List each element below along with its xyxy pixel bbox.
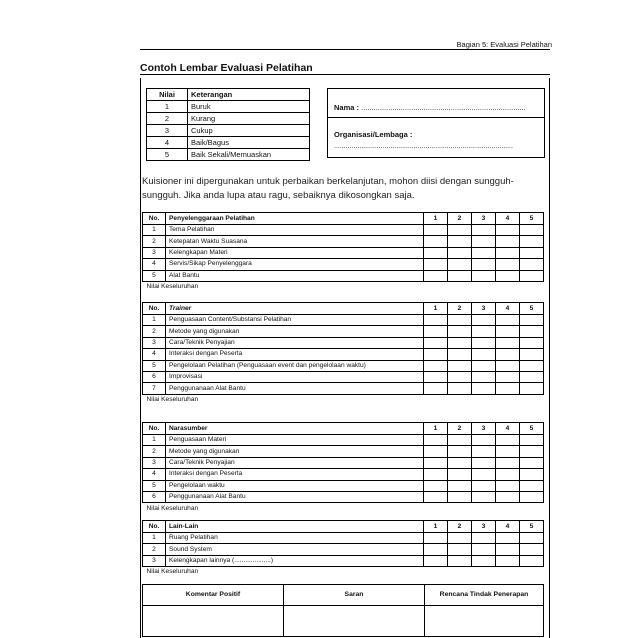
table-row bbox=[143, 555, 544, 566]
score-cell[interactable] bbox=[424, 236, 448, 247]
score-cell[interactable] bbox=[424, 457, 448, 468]
score-cell[interactable] bbox=[520, 225, 544, 236]
score-cell[interactable] bbox=[448, 480, 472, 491]
score-header: 3 bbox=[472, 423, 496, 435]
score-cell[interactable] bbox=[424, 491, 448, 502]
score-cell[interactable] bbox=[424, 360, 448, 371]
section-title: Lain-Lain bbox=[166, 521, 424, 533]
score-header: 1 bbox=[424, 213, 448, 225]
score-cell[interactable] bbox=[448, 457, 472, 468]
table-row bbox=[143, 457, 544, 468]
item-label: Metode yang digunakan bbox=[166, 446, 424, 457]
score-cell[interactable] bbox=[472, 555, 496, 566]
item-label: Penggunanaan Alat Bantu bbox=[166, 491, 424, 502]
row-number: 3 bbox=[143, 555, 166, 566]
comment-header-action-plan: Rencana Tindak Penerapan bbox=[425, 585, 544, 606]
score-header: 4 bbox=[496, 423, 520, 435]
score-cell[interactable] bbox=[424, 435, 448, 446]
score-cell[interactable] bbox=[472, 491, 496, 502]
score-cell[interactable] bbox=[496, 480, 520, 491]
overall-score-label: Nilai Keseluruhan bbox=[146, 395, 199, 403]
comment-header-positive: Komentar Positif bbox=[143, 585, 284, 606]
score-cell[interactable] bbox=[472, 247, 496, 258]
score-cell[interactable] bbox=[448, 435, 472, 446]
score-cell[interactable] bbox=[472, 337, 496, 348]
score-cell[interactable] bbox=[448, 326, 472, 337]
score-cell[interactable] bbox=[520, 326, 544, 337]
score-cell[interactable] bbox=[496, 236, 520, 247]
row-number: 1 bbox=[143, 533, 166, 544]
score-cell[interactable] bbox=[520, 247, 544, 258]
score-cell[interactable] bbox=[472, 457, 496, 468]
evaluation-table bbox=[142, 212, 544, 292]
score-cell[interactable] bbox=[448, 371, 472, 382]
score-cell[interactable] bbox=[520, 457, 544, 468]
column-header-no: No. bbox=[143, 521, 166, 533]
legend-desc: Baik Sekali/Memuaskan bbox=[188, 149, 310, 161]
score-header: 4 bbox=[496, 521, 520, 533]
score-cell[interactable] bbox=[496, 435, 520, 446]
score-cell[interactable] bbox=[520, 337, 544, 348]
item-label: Sound System bbox=[166, 544, 424, 555]
score-cell[interactable] bbox=[472, 446, 496, 457]
score-cell[interactable] bbox=[472, 371, 496, 382]
column-header-no: No. bbox=[143, 213, 166, 225]
item-label: Kelengkapan lainnya (....................) bbox=[166, 555, 424, 566]
score-cell[interactable] bbox=[496, 383, 520, 394]
score-cell[interactable] bbox=[496, 360, 520, 371]
section-header: Bagian 5: Evaluasi Pelatihan bbox=[456, 40, 552, 49]
score-cell[interactable] bbox=[472, 383, 496, 394]
score-cell[interactable] bbox=[424, 259, 448, 270]
row-number: 6 bbox=[143, 491, 166, 502]
score-cell[interactable] bbox=[472, 360, 496, 371]
score-cell[interactable] bbox=[448, 360, 472, 371]
score-header: 2 bbox=[448, 213, 472, 225]
score-cell[interactable] bbox=[472, 236, 496, 247]
score-cell[interactable] bbox=[448, 349, 472, 360]
score-cell[interactable] bbox=[424, 469, 448, 480]
score-header: 2 bbox=[448, 521, 472, 533]
score-cell[interactable] bbox=[496, 491, 520, 502]
row-number: 2 bbox=[143, 326, 166, 337]
score-cell[interactable] bbox=[424, 247, 448, 258]
table-row bbox=[143, 236, 544, 247]
score-cell[interactable] bbox=[424, 371, 448, 382]
score-cell[interactable] bbox=[496, 533, 520, 544]
item-label: Tema Pelatihan bbox=[166, 225, 424, 236]
table-row bbox=[143, 247, 544, 258]
row-number: 2 bbox=[143, 446, 166, 457]
score-cell[interactable] bbox=[520, 533, 544, 544]
score-cell[interactable] bbox=[472, 349, 496, 360]
score-cell[interactable] bbox=[496, 326, 520, 337]
table-row bbox=[143, 480, 544, 491]
overall-score-label: Nilai Keseluruhan bbox=[146, 283, 199, 291]
score-header: 5 bbox=[520, 213, 544, 225]
score-cell[interactable] bbox=[448, 337, 472, 348]
row-number: 3 bbox=[143, 457, 166, 468]
score-cell[interactable] bbox=[424, 383, 448, 394]
name-label: Nama : bbox=[334, 103, 360, 112]
comment-suggestion-field[interactable] bbox=[284, 606, 425, 637]
score-cell[interactable] bbox=[424, 326, 448, 337]
item-label: Improvisasi bbox=[166, 371, 424, 382]
score-cell[interactable] bbox=[424, 337, 448, 348]
score-cell[interactable] bbox=[472, 259, 496, 270]
score-cell[interactable] bbox=[496, 270, 520, 281]
score-cell[interactable] bbox=[520, 315, 544, 326]
identity-box bbox=[327, 88, 545, 158]
intro-text: Kuisioner ini dipergunakan untuk perbaikan berkelanjutan, mohon diisi dengan sungguh-sungguh. Jika anda lupa atau ragu, sebaiknya dikosongkan saja. bbox=[142, 176, 514, 201]
row-number: 6 bbox=[143, 371, 166, 382]
item-label: Ruang Pelatihan bbox=[166, 533, 424, 544]
score-cell[interactable] bbox=[424, 349, 448, 360]
header-rule bbox=[140, 49, 550, 50]
score-cell[interactable] bbox=[424, 480, 448, 491]
score-cell[interactable] bbox=[496, 315, 520, 326]
score-header: 3 bbox=[472, 213, 496, 225]
score-cell[interactable] bbox=[520, 435, 544, 446]
score-cell[interactable] bbox=[520, 469, 544, 480]
comment-header-suggestion: Saran bbox=[284, 585, 425, 606]
score-cell[interactable] bbox=[448, 469, 472, 480]
row-number: 1 bbox=[143, 315, 166, 326]
table-row bbox=[143, 225, 544, 236]
comment-positive-field[interactable] bbox=[143, 606, 284, 637]
section-title: Penyelenggaraan Pelatihan bbox=[166, 213, 424, 225]
score-cell[interactable] bbox=[472, 326, 496, 337]
table-row bbox=[143, 315, 544, 326]
score-cell[interactable] bbox=[496, 555, 520, 566]
table-row bbox=[143, 326, 544, 337]
score-cell[interactable] bbox=[472, 544, 496, 555]
section-title: Trainer bbox=[166, 303, 424, 315]
score-header: 3 bbox=[472, 303, 496, 315]
legend-value: 1 bbox=[147, 101, 188, 113]
row-number: 2 bbox=[143, 544, 166, 555]
score-header: 1 bbox=[424, 521, 448, 533]
evaluation-table bbox=[142, 302, 544, 405]
legend-value: 3 bbox=[147, 125, 188, 137]
row-number: 5 bbox=[143, 360, 166, 371]
row-number: 2 bbox=[143, 236, 166, 247]
score-cell[interactable] bbox=[520, 371, 544, 382]
table-row bbox=[143, 337, 544, 348]
comment-table bbox=[142, 584, 544, 637]
table-row bbox=[143, 544, 544, 555]
score-cell[interactable] bbox=[424, 555, 448, 566]
table-row bbox=[143, 259, 544, 270]
table-row bbox=[143, 491, 544, 502]
table-row bbox=[143, 383, 544, 394]
legend-value: 2 bbox=[147, 113, 188, 125]
row-number: 3 bbox=[143, 337, 166, 348]
score-header: 5 bbox=[520, 521, 544, 533]
item-label: Cara/Teknik Penyajian bbox=[166, 337, 424, 348]
row-number: 7 bbox=[143, 383, 166, 394]
score-cell[interactable] bbox=[448, 544, 472, 555]
score-header: 1 bbox=[424, 303, 448, 315]
item-label: Penguasaan Content/Substansi Pelatihan bbox=[166, 315, 424, 326]
score-cell[interactable] bbox=[472, 435, 496, 446]
score-cell[interactable] bbox=[448, 491, 472, 502]
score-header: 1 bbox=[424, 423, 448, 435]
overall-score-label: Nilai Keseluruhan bbox=[146, 504, 199, 512]
score-header: 5 bbox=[520, 303, 544, 315]
score-cell[interactable] bbox=[448, 446, 472, 457]
score-cell[interactable] bbox=[448, 236, 472, 247]
item-label: Pengelolaan waktu bbox=[166, 480, 424, 491]
legend-header-keterangan: Keterangan bbox=[188, 89, 310, 101]
item-label: Metode yang digunakan bbox=[166, 326, 424, 337]
legend-desc: Kurang bbox=[188, 113, 310, 125]
legend-header-nilai: Nilai bbox=[147, 89, 188, 101]
score-header: 2 bbox=[448, 423, 472, 435]
score-cell[interactable] bbox=[496, 457, 520, 468]
score-cell[interactable] bbox=[424, 533, 448, 544]
rating-legend-table bbox=[146, 88, 310, 161]
column-header-no: No. bbox=[143, 303, 166, 315]
evaluation-table bbox=[142, 520, 544, 578]
score-cell[interactable] bbox=[496, 247, 520, 258]
table-row bbox=[143, 371, 544, 382]
score-cell[interactable] bbox=[424, 315, 448, 326]
score-cell[interactable] bbox=[472, 315, 496, 326]
row-number: 4 bbox=[143, 259, 166, 270]
org-label: Organisasi/Lembaga : bbox=[334, 130, 413, 139]
score-header: 3 bbox=[472, 521, 496, 533]
score-header: 4 bbox=[496, 213, 520, 225]
legend-desc: Baik/Bagus bbox=[188, 137, 310, 149]
legend-value: 4 bbox=[147, 137, 188, 149]
page-title: Contoh Lembar Evaluasi Pelatihan bbox=[140, 62, 313, 74]
score-cell[interactable] bbox=[496, 349, 520, 360]
score-cell[interactable] bbox=[424, 270, 448, 281]
score-header: 4 bbox=[496, 303, 520, 315]
section-title: Narasumber bbox=[166, 423, 424, 435]
row-number: 4 bbox=[143, 349, 166, 360]
score-cell[interactable] bbox=[496, 371, 520, 382]
score-cell[interactable] bbox=[520, 446, 544, 457]
score-cell[interactable] bbox=[424, 225, 448, 236]
score-header: 5 bbox=[520, 423, 544, 435]
score-cell[interactable] bbox=[472, 270, 496, 281]
item-label: Penggunanaan Alat Bantu bbox=[166, 383, 424, 394]
row-number: 4 bbox=[143, 469, 166, 480]
name-field[interactable] bbox=[334, 103, 526, 112]
score-cell[interactable] bbox=[472, 469, 496, 480]
evaluation-table bbox=[142, 422, 544, 514]
item-label: Kelengkapan Materi bbox=[166, 247, 424, 258]
item-label: Penguasaan Materi bbox=[166, 435, 424, 446]
score-cell[interactable] bbox=[448, 270, 472, 281]
score-cell[interactable] bbox=[448, 259, 472, 270]
score-cell[interactable] bbox=[496, 259, 520, 270]
title-rule bbox=[140, 74, 550, 75]
org-field[interactable]: ............................................................................................ bbox=[334, 143, 513, 150]
score-cell[interactable] bbox=[496, 469, 520, 480]
legend-desc: Cukup bbox=[188, 125, 310, 137]
score-cell[interactable] bbox=[520, 236, 544, 247]
comment-action-field[interactable] bbox=[425, 606, 544, 637]
score-cell[interactable] bbox=[520, 360, 544, 371]
score-cell[interactable] bbox=[448, 247, 472, 258]
row-number: 1 bbox=[143, 435, 166, 446]
score-cell[interactable] bbox=[448, 225, 472, 236]
score-cell[interactable] bbox=[496, 446, 520, 457]
table-row bbox=[143, 469, 544, 480]
score-cell[interactable] bbox=[496, 544, 520, 555]
score-cell[interactable] bbox=[448, 383, 472, 394]
score-cell[interactable] bbox=[496, 225, 520, 236]
item-label: Cara/Teknik Penyajian bbox=[166, 457, 424, 468]
score-cell[interactable] bbox=[472, 225, 496, 236]
legend-desc: Buruk bbox=[188, 101, 310, 113]
row-number: 5 bbox=[143, 270, 166, 281]
item-label: Pengelolaan Pelatihan (Penguasaan event dan pengelolaan waktu) bbox=[166, 360, 424, 371]
score-cell[interactable] bbox=[472, 480, 496, 491]
score-cell[interactable] bbox=[520, 555, 544, 566]
row-number: 1 bbox=[143, 225, 166, 236]
row-number: 3 bbox=[143, 247, 166, 258]
legend-value: 5 bbox=[147, 149, 188, 161]
score-cell[interactable] bbox=[520, 491, 544, 502]
item-label: Ketepatan Waktu Suasana bbox=[166, 236, 424, 247]
item-label: Interaksi dengan Peserta bbox=[166, 349, 424, 360]
score-cell[interactable] bbox=[472, 533, 496, 544]
column-header-no: No. bbox=[143, 423, 166, 435]
score-cell[interactable] bbox=[448, 315, 472, 326]
item-label: Servis/Sikap Penyelenggara bbox=[166, 259, 424, 270]
name-dots: ............................................................................... bbox=[361, 103, 526, 112]
table-row bbox=[143, 270, 544, 281]
identity-divider bbox=[328, 117, 544, 118]
score-cell[interactable] bbox=[496, 337, 520, 348]
table-row bbox=[143, 349, 544, 360]
table-row bbox=[143, 533, 544, 544]
table-row bbox=[143, 435, 544, 446]
score-cell[interactable] bbox=[520, 480, 544, 491]
score-cell[interactable] bbox=[520, 270, 544, 281]
score-cell[interactable] bbox=[520, 383, 544, 394]
score-cell[interactable] bbox=[424, 446, 448, 457]
score-cell[interactable] bbox=[448, 555, 472, 566]
score-cell[interactable] bbox=[520, 259, 544, 270]
score-cell[interactable] bbox=[424, 544, 448, 555]
row-number: 5 bbox=[143, 480, 166, 491]
score-cell[interactable] bbox=[448, 533, 472, 544]
score-cell[interactable] bbox=[520, 544, 544, 555]
item-label: Alat Bantu bbox=[166, 270, 424, 281]
score-header: 2 bbox=[448, 303, 472, 315]
score-cell[interactable] bbox=[520, 349, 544, 360]
table-row bbox=[143, 446, 544, 457]
table-row bbox=[143, 360, 544, 371]
overall-score-label: Nilai Keseluruhan bbox=[146, 568, 199, 576]
item-label: Interaksi dengan Peserta bbox=[166, 469, 424, 480]
